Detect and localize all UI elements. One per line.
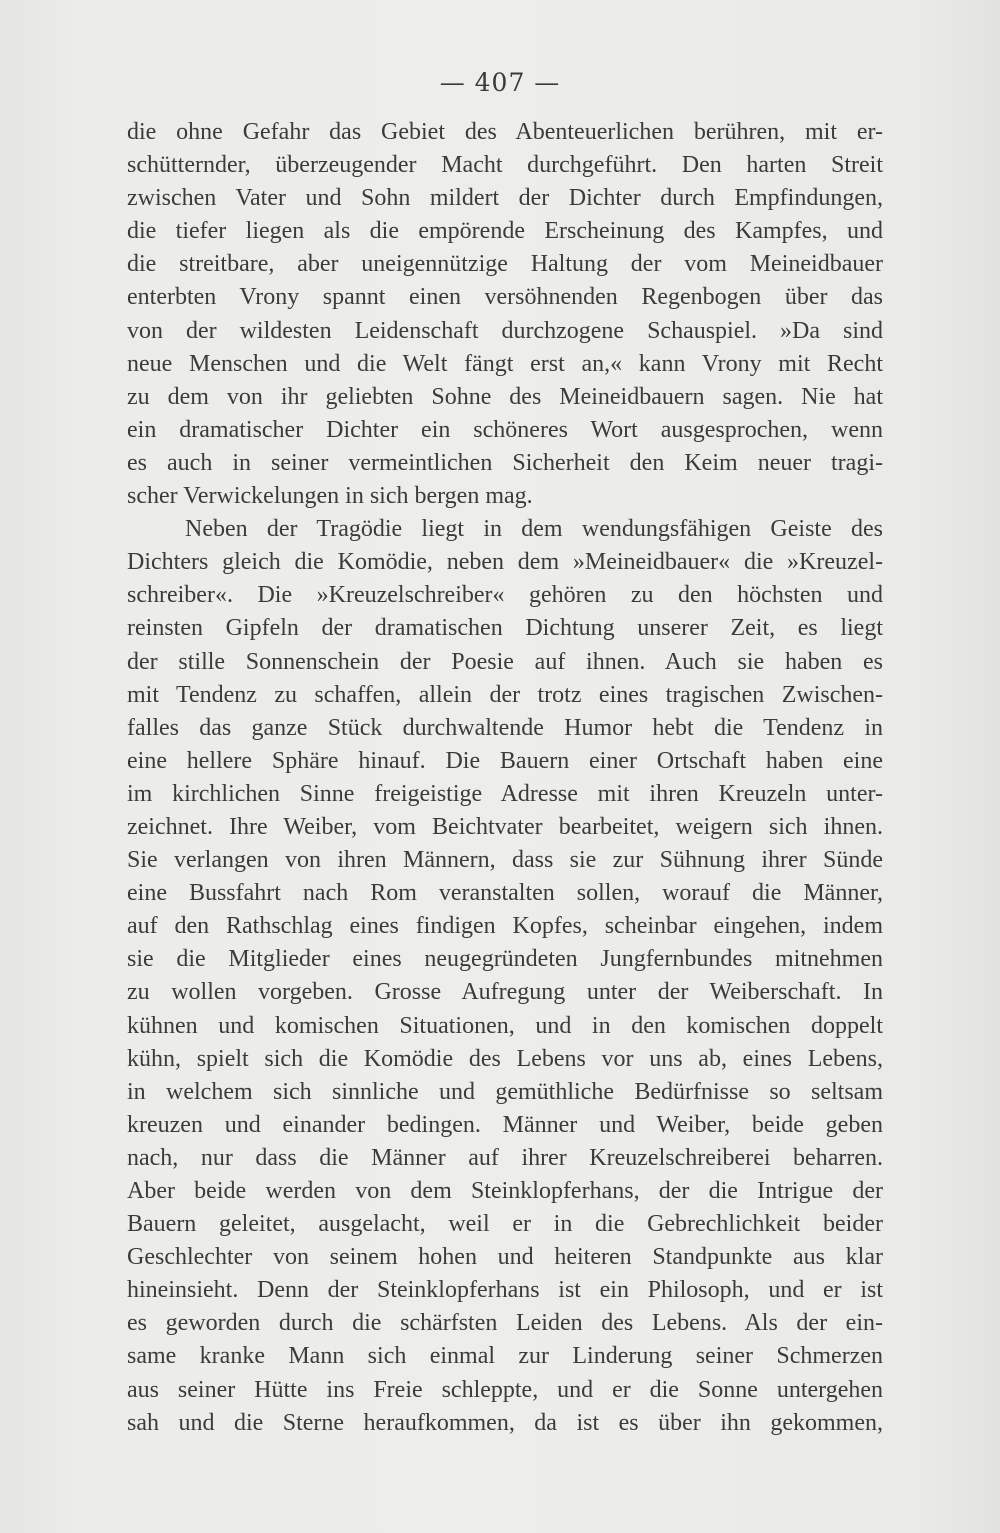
text-line: kühn, spielt sich die Komödie des Lebens vor uns ab, eines Lebens,: [127, 1045, 883, 1072]
text-line: zwischen Vater und Sohn mildert der Dichter durch Empfindungen,: [127, 185, 883, 212]
text-line: mit Tendenz zu schaffen, allein der trotz eines tragischen Zwischen-: [127, 681, 883, 708]
text-line: scher Verwickelungen in sich bergen mag.: [127, 483, 533, 510]
text-line: falles das ganze Stück durchwaltende Humor hebt die Tendenz in: [127, 714, 883, 741]
text-line: der stille Sonnenschein der Poesie auf ihnen. Auch sie haben es: [127, 648, 883, 675]
text-line: kreuzen und einander bedingen. Männer und Weiber, beide geben: [127, 1111, 883, 1138]
text-line: eine Bussfahrt nach Rom veranstalten sollen, worauf die Männer,: [127, 880, 883, 907]
text-line: sah und die Sterne heraufkommen, da ist es über ihn gekommen,: [127, 1409, 883, 1436]
text-line: es geworden durch die schärfsten Leiden des Lebens. Als der ein-: [127, 1310, 883, 1337]
text-line: hineinsieht. Denn der Steinklopferhans ist ein Philosoph, und er ist: [127, 1277, 883, 1304]
text-line: von der wildesten Leidenschaft durchzogene Schauspiel. »Da sind: [127, 317, 883, 344]
text-line: neue Menschen und die Welt fängt erst an,« kann Vrony mit Recht: [127, 350, 883, 377]
text-line: eine hellere Sphäre hinauf. Die Bauern einer Ortschaft haben eine: [127, 747, 883, 774]
text-line: Dichters gleich die Komödie, neben dem »Meineidbauer« die »Kreuzel-: [127, 549, 883, 576]
text-line: schreiber«. Die »Kreuzelschreiber« gehören zu den höchsten und: [127, 582, 883, 609]
text-line: die tiefer liegen als die empörende Erscheinung des Kampfes, und: [127, 218, 883, 245]
text-line: zu dem von ihr geliebten Sohne des Meineidbauern sagen. Nie hat: [127, 383, 883, 410]
text-line: Bauern geleitet, ausgelacht, weil er in die Gebrechlichkeit beider: [127, 1211, 883, 1238]
text-line: Neben der Tragödie liegt in dem wendungsfähigen Geiste des: [185, 516, 883, 543]
text-line: same kranke Mann sich einmal zur Linderung seiner Schmerzen: [127, 1343, 883, 1370]
text-line: Sie verlangen von ihren Männern, dass sie zur Sühnung ihrer Sünde: [127, 847, 883, 874]
text-line: es auch in seiner vermeintlichen Sicherheit den Keim neuer tragi-: [127, 449, 883, 476]
text-line: Aber beide werden von dem Steinklopferhans, der die Intrigue der: [127, 1178, 883, 1204]
text-line: kühnen und komischen Situationen, und in den komischen doppelt: [127, 1012, 883, 1039]
text-line: die ohne Gefahr das Gebiet des Abenteuerlichen berühren, mit er-: [127, 119, 883, 145]
text-line: Geschlechter von seinem hohen und heiteren Standpunkte aus klar: [127, 1244, 883, 1271]
text-line: zeichnet. Ihre Weiber, vom Beichtvater bearbeitet, weigern sich ihnen.: [127, 813, 883, 840]
text-line: aus seiner Hütte ins Freie schleppte, und er die Sonne untergehen: [127, 1376, 883, 1403]
text-line: auf den Rathschlag eines findigen Kopfes, scheinbar eingehen, indem: [127, 913, 883, 940]
text-line: reinsten Gipfeln der dramatischen Dichtung unserer Zeit, es liegt: [127, 615, 883, 642]
text-line: schütternder, überzeugender Macht durchgeführt. Den harten Streit: [127, 152, 883, 179]
text-line: nach, nur dass die Männer auf ihrer Kreuzelschreiberei beharren.: [127, 1144, 883, 1171]
text-line: im kirchlichen Sinne freigeistige Adresse mit ihren Kreuzeln unter-: [127, 780, 883, 807]
body-text: [127, 116, 883, 1440]
text-line: enterbten Vrony spannt einen versöhnenden Regenbogen über das: [127, 284, 883, 311]
text-line: in welchem sich sinnliche und gemüthliche Bedürfnisse so seltsam: [127, 1078, 883, 1105]
text-line: sie die Mitglieder eines neugegründeten Jungfernbundes mitnehmen: [127, 946, 883, 973]
page-number: — 407 —: [439, 68, 561, 97]
text-line: zu wollen vorgeben. Grosse Aufregung unter der Weiberschaft. In: [127, 979, 883, 1006]
text-line: ein dramatischer Dichter ein schöneres Wort ausgesprochen, wenn: [127, 416, 883, 443]
text-line: die streitbare, aber uneigennützige Haltung der vom Meineidbauer: [127, 251, 883, 278]
